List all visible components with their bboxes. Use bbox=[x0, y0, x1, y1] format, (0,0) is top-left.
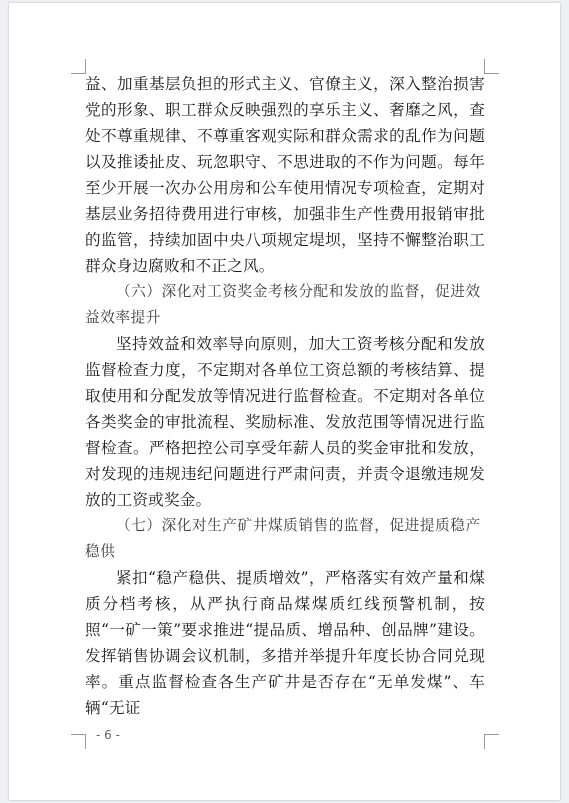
section-heading-7: （七）深化对生产矿井煤质销售的监督，促进提质稳产稳供 bbox=[85, 517, 481, 560]
crop-mark-top-left bbox=[71, 59, 86, 74]
crop-mark-bottom-right bbox=[484, 734, 499, 749]
crop-mark-bottom-left bbox=[71, 734, 86, 749]
section-heading-6: （六）深化对工资奖金考核分配和发放的监督，促进效益效率提升 bbox=[85, 283, 481, 326]
document-page bbox=[9, 3, 560, 800]
paragraph-coal-sales: 紧扣“稳产稳供、提质增效”，严格落实有效产量和煤质分档考核，从严执行商品煤煤质红线预警机制，按照“一矿一策”要求推进“提品质、增品种、创品牌”建设。发挥销售协调会议机制，多措并举提升年度长协合同兑现率。重点监督检查各生产矿井是否存在“无单发煤”、车辆“无证 bbox=[85, 569, 485, 717]
paragraph-wage-supervision: 坚持效益和效率导向原则，加大工资考核分配和发放监督检查力度，不定期对各单位工资总额的考核结算、提取使用和分配发放等情况进行监督检查。不定期对各单位各类奖金的审批流程、奖励标准、发放范围等情况进行监督检查。严格把控公司享受年薪人员的奖金审批和发放，对发现的违规违纪问题进行严肃问责，并责令退缴违规发放的工资或奖金。 bbox=[85, 335, 485, 509]
crop-mark-top-right bbox=[484, 59, 499, 74]
page-number: - 6 - bbox=[96, 728, 120, 742]
page-body bbox=[85, 71, 485, 721]
paragraph-continued: 益、加重基层负担的形式主义、官僚主义，深入整治损害党的形象、职工群众反映强烈的享乐主义、奢靡之风，查处不尊重规律、不尊重客观实际和群众需求的乱作为问题以及推诿扯皮、玩忽职守、不思进取的不作为问题。每年至少开展一次办公用房和公车使用情况专项检查，定期对基层业务招待费用进行审核，加强非生产性费用报销审批的监管，持续加固中央八项规定堤坝，坚持不懈整治职工群众身边腐败和不正之风。 bbox=[85, 75, 485, 275]
